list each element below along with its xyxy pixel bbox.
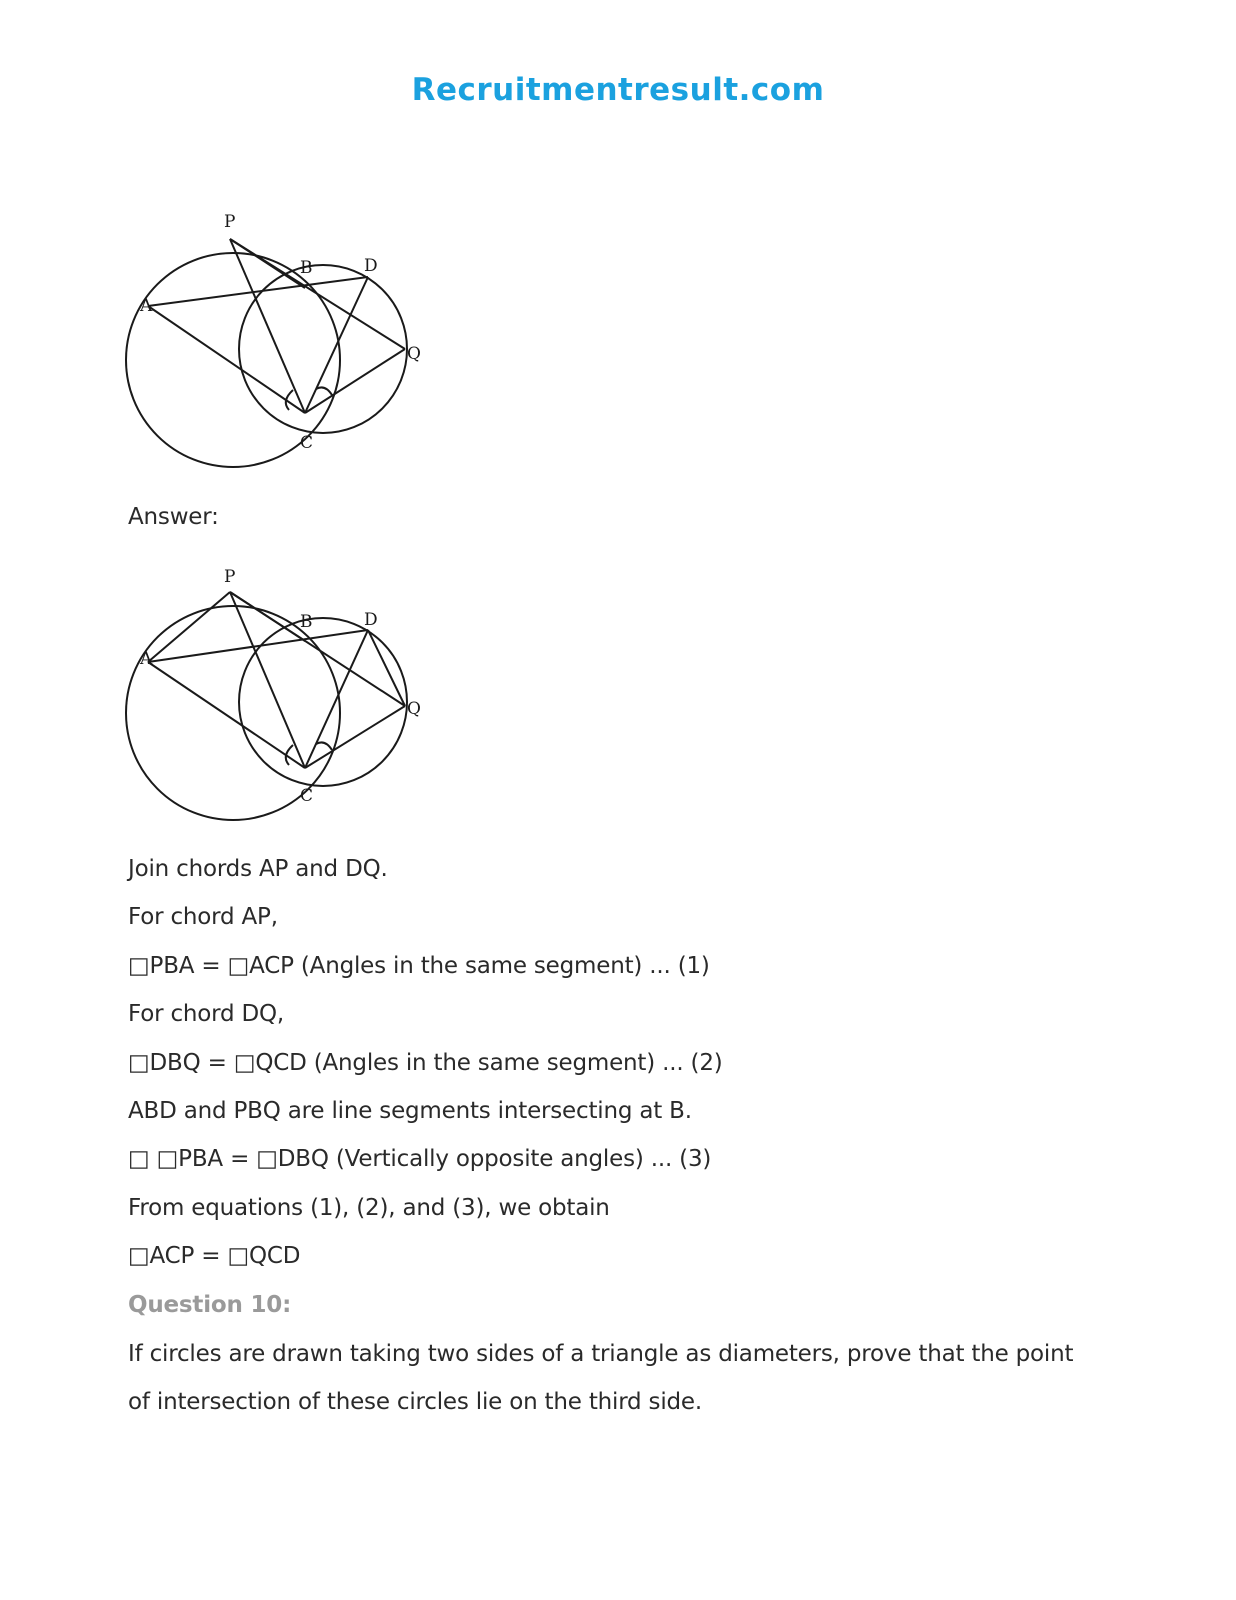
label-p: P bbox=[224, 567, 236, 587]
site-title: Recruitmentresult.com bbox=[411, 72, 825, 108]
figure-answer bbox=[118, 558, 448, 848]
angle-arc-qcd bbox=[316, 387, 332, 395]
solution-line-1: Join chords AP and DQ. bbox=[128, 856, 388, 882]
question-heading: Question 10: bbox=[128, 1292, 292, 1318]
solution-line-2: For chord AP, bbox=[128, 904, 278, 930]
label-q: Q bbox=[407, 699, 421, 719]
label-b: B bbox=[300, 258, 313, 278]
solution-line-5: □DBQ = □QCD (Angles in the same segment) ... (2) bbox=[128, 1050, 723, 1076]
question-line-1: If circles are drawn taking two sides of a triangle as diameters, prove that the point bbox=[128, 1341, 1074, 1367]
question-line-2: of intersection of these circles lie on the third side. bbox=[128, 1389, 702, 1415]
answer-label: Answer: bbox=[128, 504, 219, 530]
label-d: D bbox=[364, 256, 378, 276]
angle-arc-qcd bbox=[316, 742, 332, 750]
solution-line-8: From equations (1), (2), and (3), we obtain bbox=[128, 1195, 610, 1221]
angle-arc-acp bbox=[286, 390, 293, 410]
label-a: A bbox=[140, 649, 153, 669]
solution-line-4: For chord DQ, bbox=[128, 1001, 285, 1027]
small-circle bbox=[239, 618, 407, 786]
angle-arc-acp bbox=[286, 745, 293, 765]
figure-question bbox=[118, 205, 448, 495]
label-b: B bbox=[300, 612, 313, 632]
solution-line-6: ABD and PBQ are line segments intersecting at B. bbox=[128, 1098, 692, 1124]
label-q: Q bbox=[407, 344, 421, 364]
label-d: D bbox=[364, 610, 378, 630]
solution-line-9: □ACP = □QCD bbox=[128, 1243, 301, 1269]
circle-diagram-question bbox=[118, 205, 448, 495]
label-a: A bbox=[140, 296, 153, 316]
solution-line-7: □ □PBA = □DBQ (Vertically opposite angles) ... (3) bbox=[128, 1146, 712, 1172]
circle-diagram-answer bbox=[118, 558, 448, 848]
solution-line-3: □PBA = □ACP (Angles in the same segment) ... (1) bbox=[128, 953, 710, 979]
label-c: C bbox=[300, 786, 314, 806]
label-c: C bbox=[300, 433, 314, 453]
label-p: P bbox=[224, 212, 236, 232]
